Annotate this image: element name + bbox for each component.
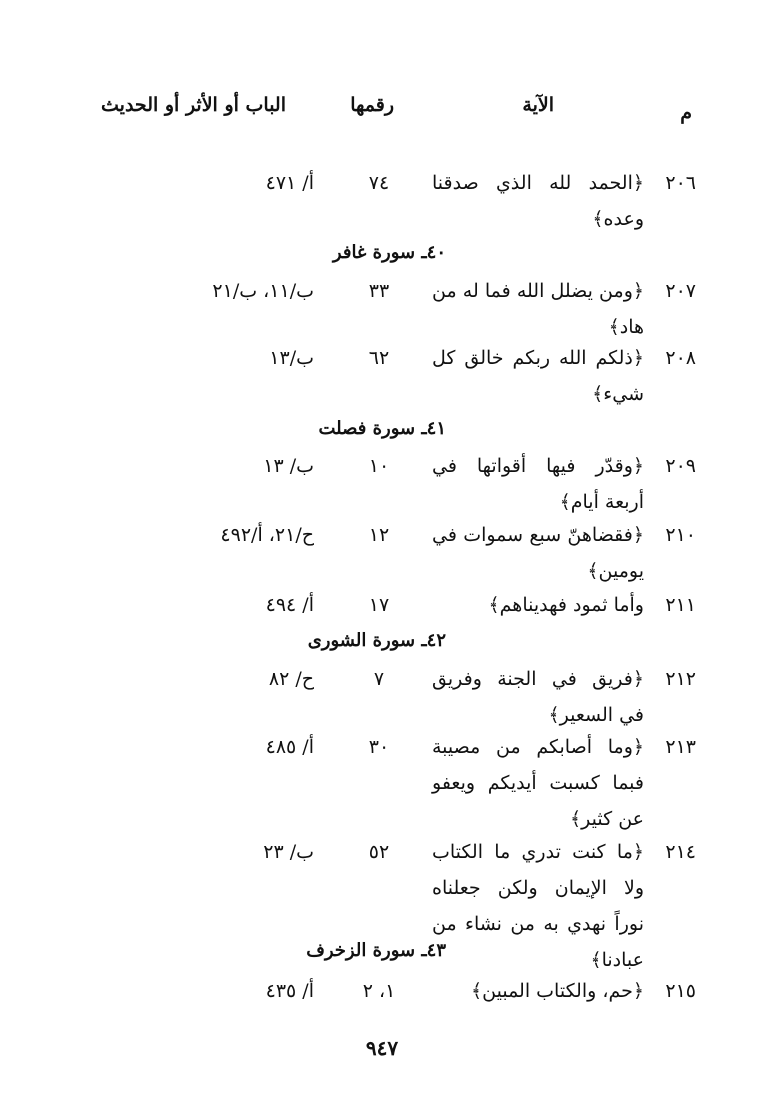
surah-heading: ٤٣ـ سورة الزخرف bbox=[306, 940, 446, 961]
row-reference: أ/ ٤٨٥ bbox=[265, 736, 314, 758]
row-number: ٢١٤ bbox=[665, 841, 696, 863]
row-reference: ح/ ٨٢ bbox=[268, 668, 314, 690]
row-verse-number: ٥٢ bbox=[368, 841, 390, 863]
surah-heading: ٤٢ـ سورة الشورى bbox=[307, 630, 446, 651]
row-verse-number: ٦٢ bbox=[368, 347, 390, 369]
row-verse-number: ٧٤ bbox=[368, 172, 390, 194]
row-number: ٢١٠ bbox=[665, 524, 696, 546]
header-number: م bbox=[680, 102, 692, 124]
row-number: ٢٠٩ bbox=[665, 455, 696, 477]
row-verse-number: ٧ bbox=[373, 668, 385, 690]
row-verse: ﴿ذلكم الله ربكم خالق كل شيء﴾ bbox=[432, 347, 644, 405]
row-verse: ﴿ما كنت تدري ما الكتاب ولا الإيمان ولكن جعلناه نوراً نهدي به من نشاء من عبادنا﴾ bbox=[432, 841, 644, 971]
row-reference: ب/١٣ bbox=[269, 347, 314, 369]
row-number: ٢٠٦ bbox=[665, 172, 696, 194]
row-number: ٢١٣ bbox=[665, 736, 696, 758]
row-verse-number: ١٠ bbox=[368, 455, 390, 477]
row-number: ٢٠٨ bbox=[665, 347, 696, 369]
row-verse: ﴿فريق في الجنة وفريق في السعير﴾ bbox=[432, 668, 644, 726]
row-number: ٢١٢ bbox=[665, 668, 696, 690]
page-number: ٩٤٧ bbox=[365, 1036, 399, 1060]
row-reference: ح/٢١، أ/٤٩٢ bbox=[220, 524, 314, 546]
row-verse: ﴿وقدّر فيها أقواتها في أربعة أيام﴾ bbox=[432, 455, 644, 513]
row-reference: أ/ ٤٧١ bbox=[265, 172, 314, 194]
surah-heading: ٤٠ـ سورة غافر bbox=[332, 242, 446, 263]
row-reference: ب/ ٢٣ bbox=[263, 841, 314, 863]
row-number: ٢٠٧ bbox=[665, 280, 696, 302]
row-verse: ﴿وما أصابكم من مصيبة فبما كسبت أيديكم ويعفو عن كثير﴾ bbox=[432, 736, 644, 830]
row-verse: ﴿حم، والكتاب المبين﴾ bbox=[471, 980, 644, 1002]
row-verse: وأما ثمود فهديناهم﴾ bbox=[488, 594, 644, 616]
row-verse-number: ٣٠ bbox=[368, 736, 390, 758]
row-verse: ﴿ومن يضلل الله فما له من هاد﴾ bbox=[432, 280, 644, 338]
row-verse-number: ٣٣ bbox=[368, 280, 390, 302]
row-number: ٢١١ bbox=[665, 594, 696, 616]
row-reference: ب/١١، ب/٢١ bbox=[212, 280, 314, 302]
row-verse: ﴿فقضاهنّ سبع سموات في يومين﴾ bbox=[432, 524, 644, 582]
row-verse: ﴿الحمد لله الذي صدقنا وعده﴾ bbox=[432, 172, 644, 230]
row-verse-number: ١٧ bbox=[368, 594, 390, 616]
row-number: ٢١٥ bbox=[665, 980, 696, 1002]
row-reference: أ/ ٤٣٥ bbox=[265, 980, 314, 1002]
row-verse-number: ١٢ bbox=[368, 524, 390, 546]
header-verse: الآية bbox=[522, 94, 554, 116]
surah-heading: ٤١ـ سورة فصلت bbox=[318, 418, 446, 439]
row-reference: ب/ ١٣ bbox=[263, 455, 314, 477]
header-verse-number: رقمها bbox=[350, 94, 394, 116]
row-verse-number: ١، ٢ bbox=[362, 980, 396, 1002]
row-reference: أ/ ٤٩٤ bbox=[265, 594, 314, 616]
header-section: الباب أو الأثر أو الحديث bbox=[101, 94, 286, 116]
